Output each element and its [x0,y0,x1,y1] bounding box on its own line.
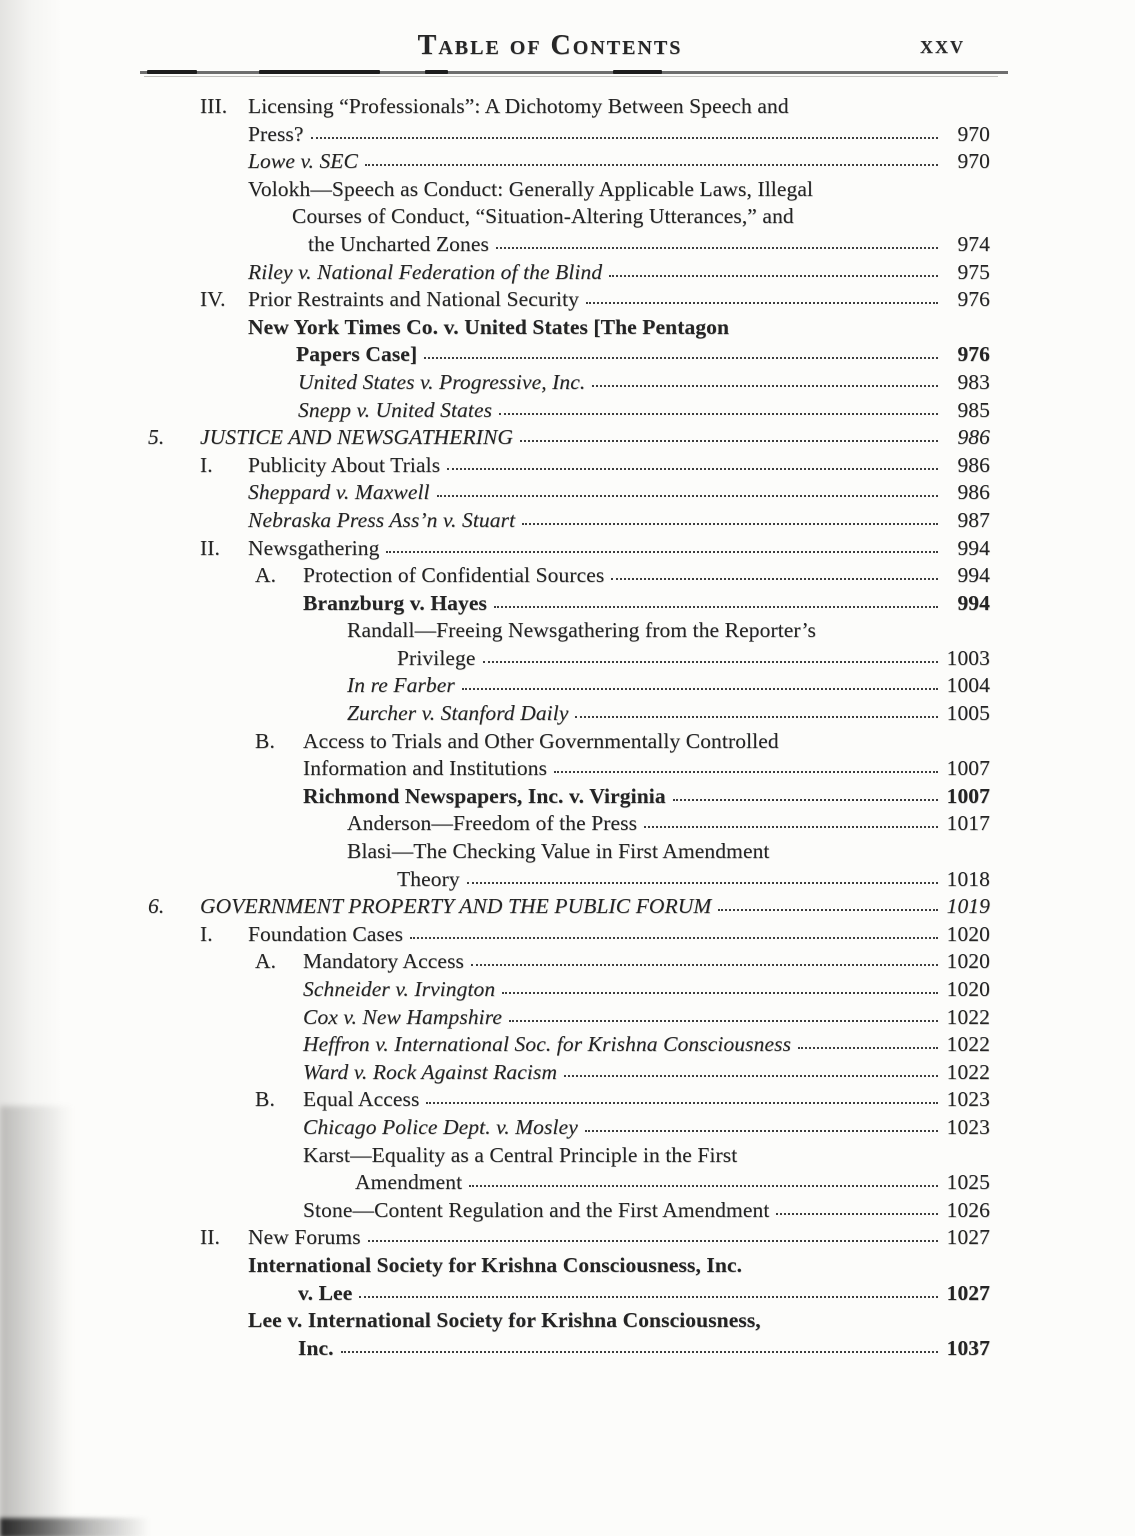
dot-leader [426,1102,938,1104]
toc-item-label: I. [200,921,213,946]
toc-item-text: GOVERNMENT PROPERTY AND THE PUBLIC FORUM [200,894,712,919]
toc-item-text: Volokh—Speech as Conduct: Generally Applicable Laws, Illegal [248,176,814,201]
dot-leader [483,661,938,663]
toc-item-text: Zurcher v. Stanford Daily [347,701,569,726]
toc-item-text: Equal Access [303,1087,420,1112]
toc-page-number: 994 [957,563,990,588]
toc-line [140,314,990,342]
toc-item-text: Lee v. International Society for Krishna Consciousness, [248,1308,761,1333]
toc-line [140,231,990,259]
toc-line [140,259,990,287]
toc-page-number: 1018 [946,866,990,891]
toc-item-text: Schneider v. Irvington [303,977,496,1001]
toc-item-text: Branzburg v. Hayes [303,590,487,615]
toc-line [140,507,990,535]
toc-page-number: 1027 [946,1280,990,1305]
dot-leader [520,440,938,442]
toc-line [140,121,990,149]
toc-page-number: 986 [957,480,990,505]
toc-line [140,1335,990,1363]
toc-item-text: Foundation Cases [248,921,404,946]
dot-leader [586,302,938,304]
toc-item-text: the Uncharted Zones [308,231,489,256]
toc-item-text: v. Lee [298,1280,353,1305]
toc-line [140,1280,990,1308]
toc-line [140,286,990,314]
toc-item-text: Snepp v. United States [298,397,493,422]
toc-item-text: Sheppard v. Maxwell [248,480,430,505]
toc-item-text: Anderson—Freedom of the Press [347,811,638,836]
toc-page-number: 1004 [946,673,990,698]
dot-leader [341,1351,938,1353]
toc-item-text: New York Times Co. v. United States [The Pentagon [248,314,730,339]
toc-page-number: 985 [957,397,990,422]
toc-line [140,1224,990,1252]
dot-leader [462,688,938,690]
dot-leader [776,1213,938,1215]
toc-item-text: International Society for Krishna Consciousness, Inc. [248,1252,743,1277]
toc-item-text: Publicity About Trials [248,452,441,477]
toc-item-text: Press? [248,121,304,146]
toc-page-number: 1019 [946,894,990,919]
toc-item-label: II. [200,535,220,560]
toc-item-label: 6. [148,894,165,919]
toc-line [140,617,990,645]
toc-item-text: Newsgathering [248,535,380,560]
dot-leader [359,1296,938,1298]
toc-page-number: 970 [957,149,990,174]
dot-leader [311,137,938,139]
toc-page-number: 974 [957,231,990,256]
toc-line [140,893,990,921]
toc-line [140,783,990,811]
toc-item-label: IV. [200,287,226,312]
toc-item-text: Prior Restraints and National Security [248,287,580,312]
dot-leader [386,551,938,553]
toc-line [140,755,990,783]
toc-line [140,728,990,756]
toc-line [140,1197,990,1225]
dot-leader [718,909,938,911]
toc-page-number: 1026 [946,1197,990,1222]
header-rule-artifact [259,70,380,74]
toc-page-number: 994 [957,535,990,560]
header-rule-artifact [147,70,197,74]
toc-list [140,93,990,1362]
toc-line [140,645,990,673]
toc-item-text: Ward v. Rock Against Racism [303,1059,558,1084]
toc-item-text: Nebraska Press Ass’n v. Stuart [248,507,516,532]
toc-page-number: 975 [957,259,990,284]
scan-gutter-shading-lower [0,1106,95,1536]
dot-leader [499,413,938,415]
toc-line [140,1004,990,1032]
dot-leader [798,1047,938,1049]
toc-line [140,1031,990,1059]
toc-item-text: Amendment [355,1170,463,1195]
dot-leader [469,1185,938,1187]
header-rule-artifact [613,70,662,74]
toc-item-text: Lowe v. SEC [248,149,358,174]
header-rule-artifact [425,70,448,74]
toc-page-number: 987 [957,507,990,532]
toc-item-text: Privilege [397,645,476,670]
toc-item-text: Information and Institutions [303,756,548,781]
toc-line [140,672,990,700]
toc-item-label: B. [255,1087,275,1112]
toc-page-number: 986 [957,425,990,450]
toc-item-label: A. [255,949,277,974]
scan-corner-shadow [0,1518,150,1536]
toc-line [140,921,990,949]
toc-page-number: 1007 [946,756,990,781]
toc-page-number: 1020 [946,977,990,1001]
toc-line [140,1142,990,1170]
dot-leader [424,357,938,359]
toc-item-label: III. [200,94,228,118]
dot-leader [471,964,938,966]
dot-leader [644,826,938,828]
toc-line [140,1252,990,1280]
toc-item-text: New Forums [248,1225,361,1250]
toc-item-text: Richmond Newspapers, Inc. v. Virginia [303,783,666,808]
toc-line [140,948,990,976]
toc-line [140,1307,990,1335]
dot-leader [554,771,938,773]
toc-item-text: Inc. [298,1335,334,1360]
dot-leader [611,578,938,580]
toc-item-label: A. [255,563,277,588]
toc-line [140,866,990,894]
header-rule [140,69,1008,78]
toc-line [140,1169,990,1197]
scan-gutter-shading [0,0,62,1536]
toc-item-label: B. [255,728,275,753]
toc-page-number: 1022 [946,1059,990,1084]
toc-item-text: Mandatory Access [303,949,465,974]
toc-page-number: 970 [957,121,990,146]
dot-leader [502,992,938,994]
toc-item-text: Courses of Conduct, “Situation-Altering Utterances,” and [292,204,794,229]
toc-page-number: 994 [957,590,990,615]
dot-leader [585,1130,938,1132]
toc-line [140,700,990,728]
toc-item-text: Cox v. New Hampshire [303,1004,503,1029]
toc-line [140,341,990,369]
toc-item-text: JUSTICE AND NEWSGATHERING [200,425,514,450]
toc-item-text: Riley v. National Federation of the Blind [248,259,603,284]
toc-line [140,838,990,866]
dot-leader [467,882,938,884]
toc-line [140,148,990,176]
toc-page-number: 983 [957,369,990,394]
toc-line [140,590,990,618]
toc-page-number: 976 [957,342,990,367]
toc-page-number: 1005 [946,701,990,726]
toc-line [140,810,990,838]
page-header-title: Table of Contents [417,30,683,61]
toc-item-text: Karst—Equality as a Central Principle in the First [303,1142,738,1167]
dot-leader [496,247,938,249]
toc-page-number: 1020 [946,921,990,946]
toc-item-text: Blasi—The Checking Value in First Amendment [347,839,770,864]
toc-item-text: Chicago Police Dept. v. Mosley [303,1114,578,1139]
dot-leader [410,937,938,939]
toc-page-number: 1007 [946,783,990,808]
page-number-folio: xxv [920,32,965,59]
dot-leader [609,275,938,277]
dot-leader [509,1020,938,1022]
toc-page-number: 1003 [946,645,990,670]
dot-leader [447,468,938,470]
toc-page-number: 1020 [946,949,990,974]
toc-line [140,1059,990,1087]
dot-leader [592,385,938,387]
toc-page-number: 1023 [946,1114,990,1139]
toc-line [140,976,990,1004]
dot-leader [368,1240,938,1242]
toc-line [140,93,990,121]
toc-item-label: 5. [148,425,165,450]
toc-item-label: II. [200,1225,220,1250]
dot-leader [522,523,938,525]
toc-line [140,369,990,397]
toc-item-text: Heffron v. International Soc. for Krishna Consciousness [303,1032,792,1057]
toc-line [140,535,990,563]
toc-page-number: 976 [957,287,990,312]
toc-page-number: 1025 [946,1170,990,1195]
toc-item-text: Licensing “Professionals”: A Dichotomy Between Speech and [248,94,789,118]
toc-line [140,1086,990,1114]
toc-page-number: 1022 [946,1004,990,1029]
toc-item-text: United States v. Progressive, Inc. [298,369,586,394]
toc-item-text: Theory [397,866,460,891]
dot-leader [494,606,938,608]
dot-leader [365,164,938,166]
dot-leader [437,495,938,497]
toc-line [140,397,990,425]
toc-line [140,452,990,480]
toc-page-number: 1027 [946,1225,990,1250]
toc-line [140,479,990,507]
toc-line [140,203,990,231]
toc-item-text: Stone—Content Regulation and the First Amendment [303,1197,770,1222]
toc-line [140,424,990,452]
dot-leader [575,716,938,718]
toc-item-text: Papers Case] [296,342,418,367]
toc-item-text: Protection of Confidential Sources [303,563,605,588]
header-rule-echo [144,76,998,77]
dot-leader [564,1075,938,1077]
dot-leader [673,799,938,801]
toc-item-text: Randall—Freeing Newsgathering from the Reporter’s [347,618,817,643]
toc-item-text: In re Farber [347,673,455,698]
toc-item-text: Access to Trials and Other Governmentally Controlled [303,728,779,753]
toc-line [140,1114,990,1142]
toc-line [140,176,990,204]
toc-line [140,562,990,590]
toc-page-number: 1023 [946,1087,990,1112]
toc-page-number: 1017 [946,811,990,836]
toc-page-number: 1037 [946,1335,990,1360]
toc-item-label: I. [200,452,213,477]
toc-page-number: 1022 [946,1032,990,1057]
toc-page-number: 986 [957,452,990,477]
